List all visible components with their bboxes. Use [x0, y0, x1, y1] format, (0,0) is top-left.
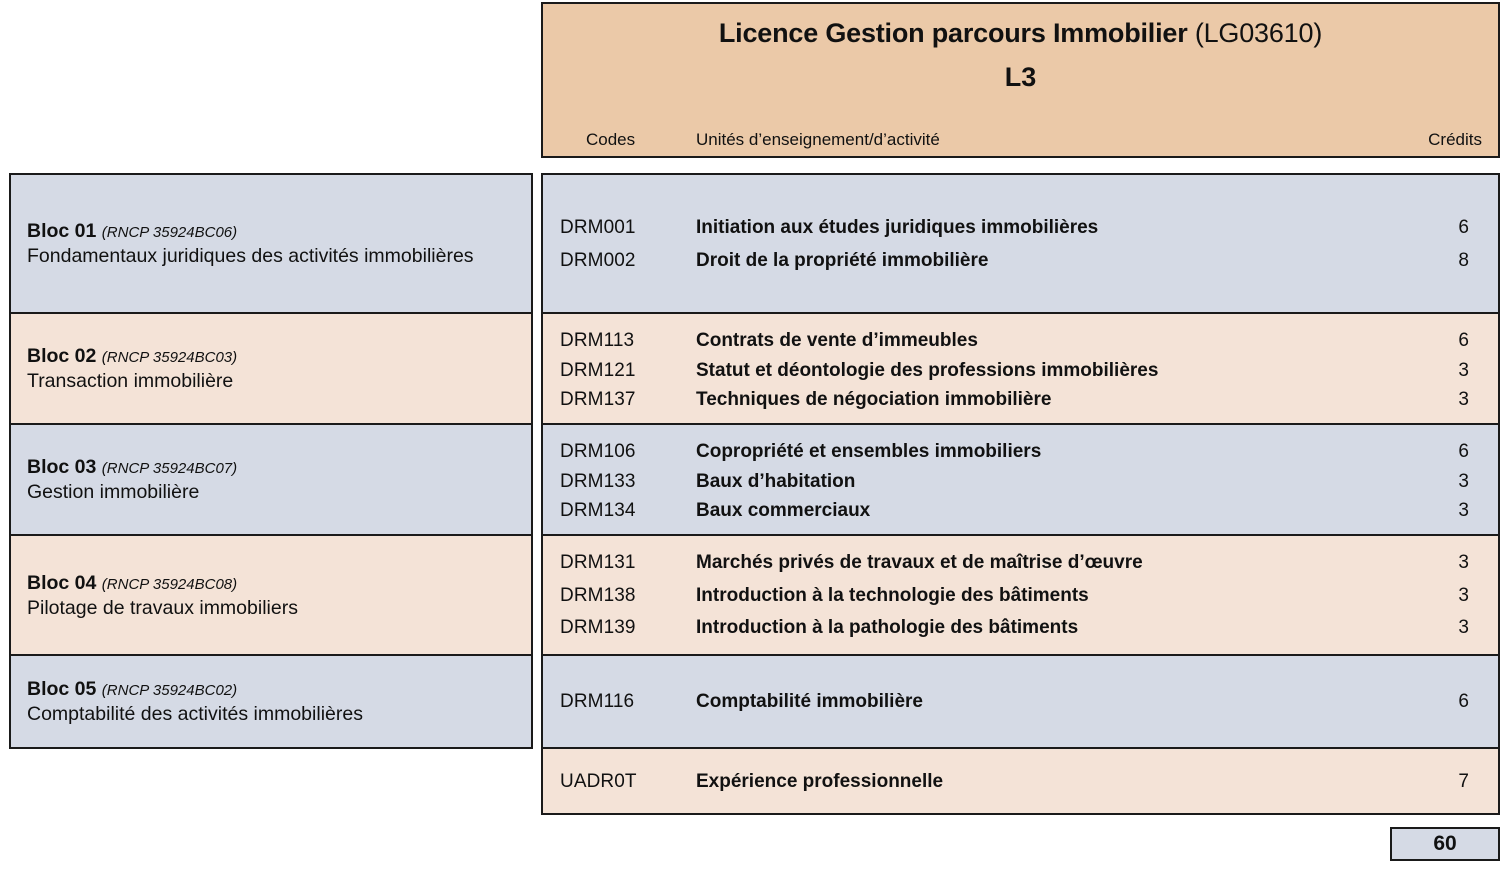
bloc-rncp-code: (RNCP 35924BC07) [101, 460, 238, 478]
unit-label: Comptabilité immobilière [696, 691, 923, 712]
bloc-heading [27, 455, 515, 480]
unit-group [541, 654, 1500, 749]
unit-credits: 3 [1458, 617, 1469, 639]
bloc-cell [9, 312, 533, 425]
unit-credits: 6 [1458, 441, 1469, 462]
column-header-codes: Codes [586, 130, 636, 149]
unit-group [541, 534, 1500, 656]
unit-label: Expérience professionnelle [696, 770, 944, 792]
unit-credits: 6 [1458, 691, 1469, 712]
unit-label: Initiation aux études juridiques immobilières [696, 216, 1099, 238]
page-title [543, 4, 1498, 47]
bloc-heading [27, 677, 515, 702]
unit-label: Contrats de vente d’immeubles [696, 330, 978, 351]
table-row [543, 244, 1498, 277]
unit-code: DRM133 [560, 470, 636, 492]
table-row [543, 383, 1498, 413]
program-header [541, 2, 1500, 158]
unit-code: DRM134 [560, 500, 636, 522]
unit-code: DRM137 [560, 389, 636, 411]
unit-credits: 8 [1458, 249, 1469, 271]
bloc-name: Bloc 04 [27, 571, 97, 594]
bloc-rncp-code: (RNCP 35924BC06) [101, 224, 238, 242]
table-row [543, 465, 1498, 495]
bloc-name: Bloc 02 [27, 345, 97, 368]
table-row [543, 354, 1498, 384]
units-column [541, 173, 1500, 813]
bloc-heading [27, 219, 515, 244]
bloc-rncp-code: (RNCP 35924BC08) [101, 575, 238, 593]
unit-label: Techniques de négociation immobilière [696, 389, 1052, 411]
unit-credits: 3 [1458, 584, 1469, 606]
bloc-name: Bloc 01 [27, 220, 97, 243]
unit-label: Introduction à la technologie des bâtiments [696, 584, 1089, 606]
column-header-credits: Crédits [1428, 130, 1482, 149]
unit-code: DRM002 [560, 249, 636, 271]
unit-label: Statut et déontologie des professions immobilières [696, 359, 1159, 381]
unit-code: DRM116 [560, 691, 635, 712]
unit-label: Copropriété et ensembles immobiliers [696, 441, 1042, 462]
unit-code: DRM138 [560, 584, 636, 606]
bloc-cell [9, 534, 533, 656]
table-row [543, 546, 1498, 579]
table-row [543, 765, 1498, 798]
bloc-cell [9, 423, 533, 536]
total-credits-box: 60 [1390, 827, 1500, 861]
unit-label: Introduction à la pathologie des bâtiments [696, 617, 1079, 639]
unit-code: DRM001 [560, 216, 636, 238]
unit-group [541, 173, 1500, 314]
bloc-title: Transaction immobilière [27, 370, 234, 393]
unit-credits: 3 [1458, 470, 1469, 492]
blocs-column [9, 173, 533, 747]
program-title: Licence Gestion parcours Immobilier [718, 18, 1188, 48]
unit-credits: 6 [1458, 216, 1469, 238]
program-code: (LG03610) [1194, 18, 1323, 48]
unit-group [541, 423, 1500, 536]
bloc-heading [27, 344, 515, 369]
unit-credits: 3 [1458, 359, 1469, 381]
table-row [543, 435, 1498, 465]
unit-credits: 3 [1458, 552, 1469, 573]
unit-code: DRM131 [560, 552, 636, 573]
column-headers [543, 130, 1498, 158]
program-level: L3 [1004, 62, 1037, 92]
table-row [543, 685, 1498, 718]
unit-label: Marchés privés de travaux et de maîtrise d’œuvre [696, 552, 1143, 573]
unit-code: DRM106 [560, 441, 636, 462]
table-row [543, 324, 1498, 354]
unit-label: Baux d’habitation [696, 470, 856, 492]
bloc-rncp-code: (RNCP 35924BC03) [101, 349, 238, 367]
bloc-name: Bloc 05 [27, 678, 97, 701]
table-row [543, 611, 1498, 644]
bloc-rncp-code: (RNCP 35924BC02) [101, 682, 238, 700]
bloc-title: Pilotage de travaux immobiliers [27, 596, 298, 619]
unit-label: Baux commerciaux [696, 500, 871, 522]
bloc-cell [9, 654, 533, 749]
unit-credits: 3 [1458, 389, 1469, 411]
table-row [543, 579, 1498, 612]
table-row [543, 494, 1498, 524]
unit-code: DRM121 [560, 359, 636, 381]
bloc-name: Bloc 03 [27, 456, 97, 479]
table-row [543, 211, 1498, 244]
bloc-title: Fondamentaux juridiques des activités immobilières [27, 245, 474, 268]
bloc-cell [9, 173, 533, 314]
unit-label: Droit de la propriété immobilière [696, 249, 989, 271]
bloc-title: Gestion immobilière [27, 481, 200, 504]
bloc-heading [27, 571, 515, 596]
unit-code: DRM139 [560, 617, 636, 639]
unit-credits: 6 [1458, 330, 1469, 351]
unit-credits: 7 [1458, 770, 1469, 792]
unit-group [541, 312, 1500, 425]
unit-credits: 3 [1458, 500, 1469, 522]
unit-group-extra [541, 747, 1500, 815]
bloc-title: Comptabilité des activités immobilières [27, 703, 363, 726]
unit-code: DRM113 [560, 330, 635, 351]
column-header-units: Unités d’enseignement/d’activité [696, 130, 940, 149]
unit-code: UADR0T [560, 770, 637, 792]
